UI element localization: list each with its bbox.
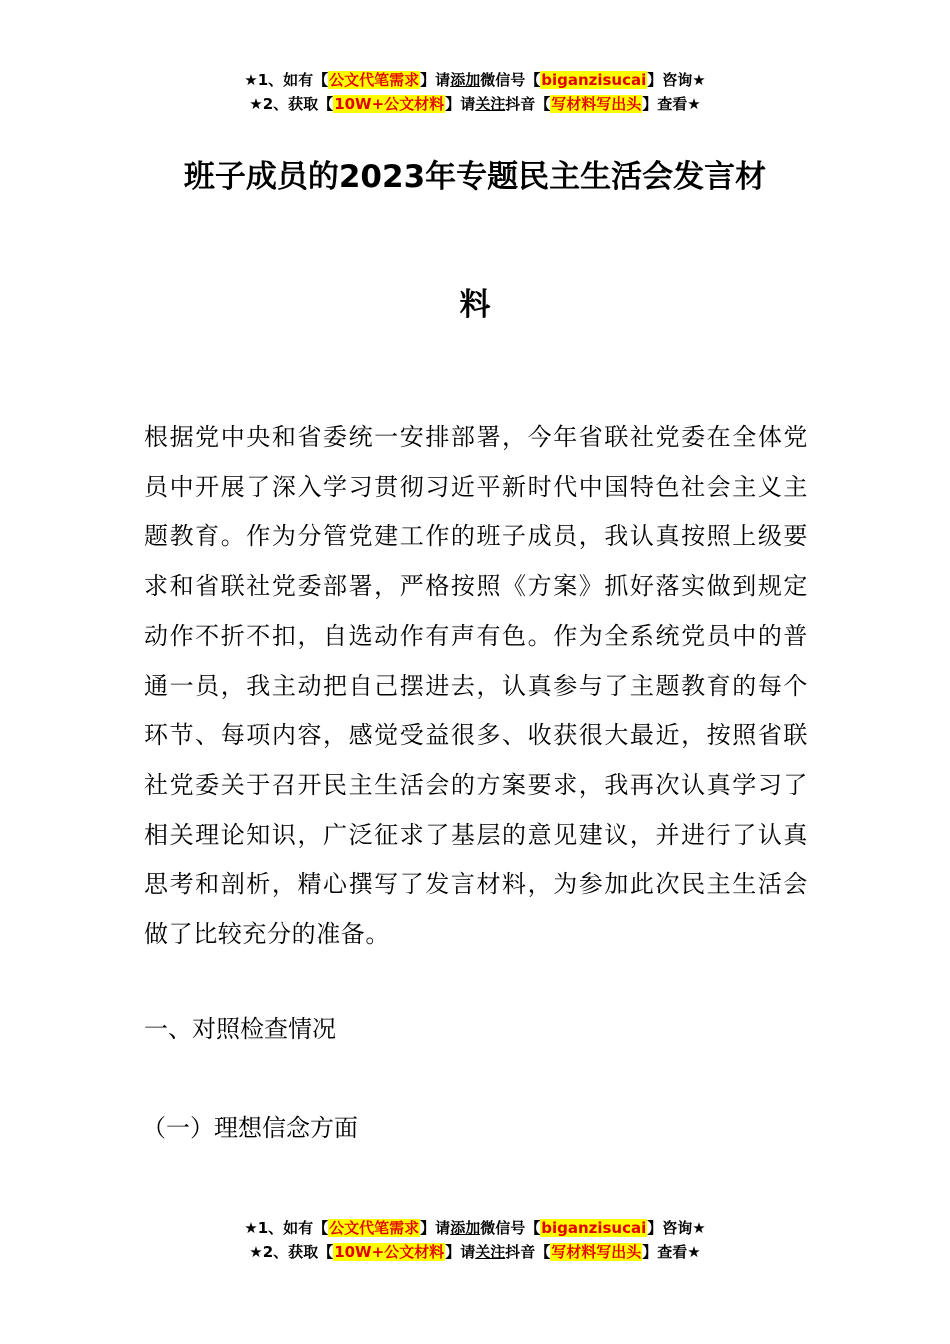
banner-text: 】请 [420, 71, 451, 89]
highlight-materials: 10W+公文材料 [334, 1243, 445, 1261]
banner-line-2 [0, 92, 950, 116]
underlined-text: 关注 [475, 95, 506, 113]
highlight-service: 公文代笔需求 [329, 71, 420, 89]
highlight-douyin-account: 写材料写出头 [551, 95, 642, 113]
banner-text: 抖音【 [505, 1243, 551, 1261]
underlined-text: 关注 [475, 1243, 506, 1261]
banner-text: 】请 [420, 1219, 451, 1237]
title-line-1: 班子成员的2023年专题民主生活会发言材 [183, 159, 767, 195]
banner-text: 】查看★ [642, 95, 701, 113]
banner-text: 】请 [445, 95, 476, 113]
bottom-banner [0, 1216, 950, 1264]
title-line-2: 料 [459, 287, 491, 323]
highlight-douyin-account: 写材料写出头 [551, 1243, 642, 1261]
banner-text: 抖音【 [505, 95, 551, 113]
banner-text: ★2、获取【 [249, 1243, 334, 1261]
banner-text: 】请 [445, 1243, 476, 1261]
document-title [100, 148, 850, 334]
highlight-service: 公文代笔需求 [329, 1219, 420, 1237]
banner-text: ★2、获取【 [249, 95, 334, 113]
highlight-materials: 10W+公文材料 [334, 95, 445, 113]
banner-text: ★1、如有【 [244, 71, 329, 89]
banner-text: ★1、如有【 [244, 1219, 329, 1237]
subsection-heading: （一）理想信念方面 [142, 1114, 358, 1142]
body-paragraph: 根据党中央和省委统一安排部署，今年省联社党委在全体党员中开展了深入学习贯彻习近平新时代中国特色社会主义主题教育。作为分管党建工作的班子成员，我认真按照上级要求和省联社党委部署，严格按照《方案》抓好落实做到规定动作不折不扣，自选动作有声有色。作为全系统党员中的普通一员，我主动把自己摆进去，认真参与了主题教育的每个环节、每项内容，感觉受益很多、收获很大最近，按照省联社党委关于召开民主生活会的方案要求，我再次认真学习了相关理论知识，广泛征求了基层的意见建议，并进行了认真思考和剖析，精心撰写了发言材料，为参加此次民主生活会做了比较充分的准备。 [144, 423, 808, 949]
highlight-wechat-id: biganzisucai [541, 71, 647, 89]
underlined-text: 添加 [450, 1219, 481, 1237]
banner-text: 】咨询★ [647, 71, 706, 89]
banner-text: 微信号【 [480, 1219, 541, 1237]
banner-text: 】查看★ [642, 1243, 701, 1261]
banner-line-1 [0, 68, 950, 92]
top-banner [0, 68, 950, 116]
highlight-wechat-id: biganzisucai [541, 1219, 647, 1237]
banner-line-1 [0, 1216, 950, 1240]
banner-line-2 [0, 1240, 950, 1264]
banner-text: 】咨询★ [647, 1219, 706, 1237]
underlined-text: 添加 [450, 71, 481, 89]
banner-text: 微信号【 [480, 71, 541, 89]
section-heading: 一、对照检查情况 [144, 1015, 336, 1043]
